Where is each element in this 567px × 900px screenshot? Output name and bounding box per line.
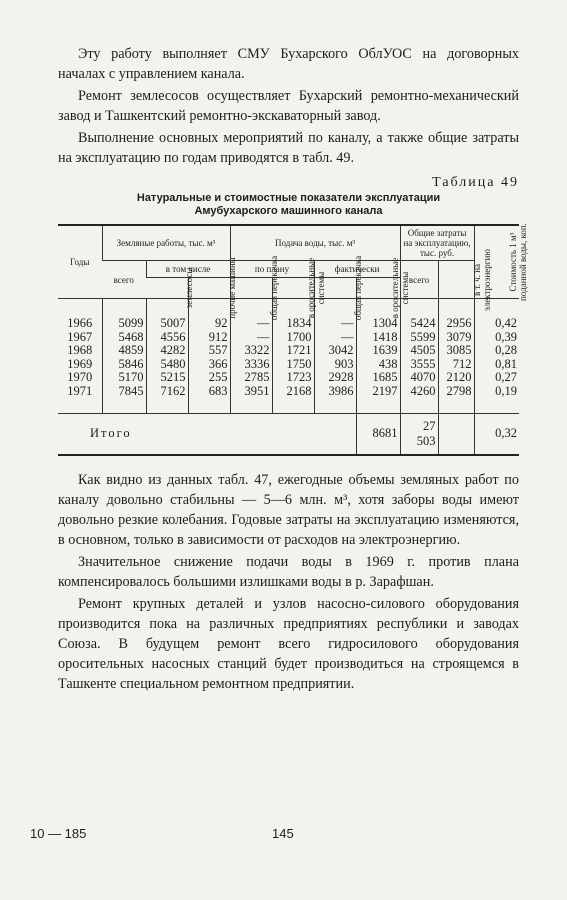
table-cell: — <box>314 331 356 345</box>
table-cell: 2785 <box>230 371 272 385</box>
table-cell: 712 <box>438 358 474 372</box>
table-cell: 1971 <box>67 383 93 398</box>
table-row <box>58 358 519 372</box>
table-cell: 2928 <box>314 371 356 385</box>
table-cell: 438 <box>356 358 400 372</box>
table-cell: 7162 <box>146 385 188 413</box>
table-cell: 4260 <box>400 385 438 413</box>
table-row <box>58 331 519 345</box>
table-cell: 1723 <box>272 371 314 385</box>
paragraph: Эту работу выполняет СМУ Бухарского ОблУОС на договорных началах с управлением канала. <box>58 46 519 82</box>
table-cell: 5599 <box>400 331 438 345</box>
table-cell: 557 <box>188 344 230 358</box>
table-cell: 0,19 <box>474 385 519 413</box>
table-cell: 5424 <box>400 299 438 331</box>
header-costs: Общие затраты на эксплуатацию, тыс. руб. <box>400 225 474 261</box>
table-cell: 1966 <box>67 316 93 330</box>
table-cell: 5468 <box>102 331 146 345</box>
paragraph: Значительное снижение подачи воды в 1969 г. против плана компенсировалось большими излишками воды в р. Зарафшан. <box>58 553 519 590</box>
total-electro <box>438 413 474 455</box>
total-irrig-actual: 8681 <box>356 413 400 455</box>
table-cell: 5480 <box>146 358 188 372</box>
header-unit-cost-text: Стоимость 1 м³ поданной воды, коп. <box>507 223 528 301</box>
table-cell: 0,39 <box>474 331 519 345</box>
table-cell: 2120 <box>438 371 474 385</box>
header-plan-total-text: общая перекачка <box>268 255 279 321</box>
table-cell: 1968 <box>67 343 93 358</box>
table-cell: 3336 <box>230 358 272 372</box>
header-electro <box>438 248 492 311</box>
header-actual-total-text: общая перекачка <box>352 255 363 321</box>
table-cell: 1418 <box>356 331 400 345</box>
table-cell: 0,42 <box>474 299 519 331</box>
table-cell: 903 <box>314 358 356 372</box>
table-title-line: Амубухарского машинного канала <box>194 205 383 217</box>
table-cell: 5007 <box>146 299 188 331</box>
table-cell: 4070 <box>400 371 438 385</box>
header-other-text: прочие машины <box>226 257 237 319</box>
total-costs: 27 503 <box>400 413 438 455</box>
page-body <box>58 44 528 694</box>
header-actual: фактически <box>314 261 400 278</box>
table-cell: 4556 <box>146 331 188 345</box>
paragraph: Выполнение основных мероприятий по каналу, а также общие затраты на эксплуатацию по годам приводятся в табл. 49. <box>58 130 519 166</box>
table-cell: 3085 <box>438 344 474 358</box>
header-incl: в том числе <box>146 261 230 278</box>
table-row <box>58 371 519 385</box>
table-cell: 1969 <box>67 356 93 371</box>
table-cell: — <box>230 331 272 345</box>
table-cell: 1721 <box>272 344 314 358</box>
table-cell: 5846 <box>102 358 146 372</box>
table-cell: 1834 <box>272 299 314 331</box>
table-cell: 255 <box>188 371 230 385</box>
table-cell: 92 <box>188 299 230 331</box>
header-years: Годы <box>58 225 102 299</box>
paragraph: Как видно из данных табл. 47, ежегодные объемы земляных работ по каналу довольно стабильны — 5—6 млн. м³, хотя заборы воды имеют довольно резкие колебания. Годовые затраты на эксплуатацию изменяются, в основном, только в зависимости от расходов на электроэнергию. <box>58 471 519 548</box>
header-dredgers-text: землесосы <box>184 267 194 309</box>
table-cell: — <box>230 299 272 331</box>
table-cell: 0,81 <box>474 358 519 372</box>
table-cell: 1750 <box>272 358 314 372</box>
header-earthworks: Земляные работы, тыс. м³ <box>102 225 230 261</box>
table-cell: 5170 <box>102 371 146 385</box>
table-cell: 683 <box>188 385 230 413</box>
header-earth-total: всего <box>102 261 146 299</box>
table-cell: 2168 <box>272 385 314 413</box>
table-cell: 1304 <box>356 299 400 331</box>
page-number: 145 <box>272 826 294 841</box>
table-cell: 1685 <box>356 371 400 385</box>
header-plan: по плану <box>230 261 314 278</box>
table-cell: 1700 <box>272 331 314 345</box>
table-cell: 3322 <box>230 344 272 358</box>
table-cell: 2956 <box>438 299 474 331</box>
table-title-line: Натуральные и стоимостные показатели эксплуатации <box>136 192 441 204</box>
table-cell: 3555 <box>400 358 438 372</box>
table-cell: 3986 <box>314 385 356 413</box>
table-cell: 0,28 <box>474 344 519 358</box>
table-cell: 4859 <box>102 344 146 358</box>
data-table <box>58 223 528 456</box>
total-label: Итого <box>58 413 356 455</box>
table-row <box>58 299 519 331</box>
paragraph: Ремонт землесосов осуществляет Бухарский ремонтно-механический завод и Ташкентский ремонтно-экскаваторный завод. <box>58 88 519 124</box>
table-cell: — <box>314 299 356 331</box>
table-cell: 912 <box>188 331 230 345</box>
signature-mark: 10 — 185 <box>30 826 87 841</box>
table-cell: 1639 <box>356 344 400 358</box>
table-row <box>58 385 519 413</box>
table-cell: 1967 <box>67 329 93 344</box>
header-costs-total: всего <box>400 261 438 299</box>
table-cell: 5215 <box>146 371 188 385</box>
table-number: Таблица 49 <box>432 175 519 190</box>
header-water-supply: Подача воды, тыс. м³ <box>230 225 400 261</box>
table-cell: 2197 <box>356 385 400 413</box>
table-title <box>58 192 519 218</box>
total-row <box>58 413 519 455</box>
table-cell: 366 <box>188 358 230 372</box>
table-cell: 3079 <box>438 331 474 345</box>
table-cell: 3042 <box>314 344 356 358</box>
table-cell: 0,27 <box>474 371 519 385</box>
table-body <box>58 299 519 414</box>
paragraph: Ремонт крупных деталей и узлов насосно-силового оборудования производится пока на различных предприятиях республики и заводах Союза. В будущем ремонт всего гидросилового оборудования оросительных насосных станций будет производиться на строящемся в Ташкенте специальном ремонтном предприятии. <box>58 595 519 692</box>
table-cell: 4505 <box>400 344 438 358</box>
header-dredgers <box>146 267 194 309</box>
table-cell: 4282 <box>146 344 188 358</box>
table-row <box>58 344 519 358</box>
header-plan-irrig-text: в оросительные системы <box>305 257 326 319</box>
table-cell: 3951 <box>230 385 272 413</box>
header-actual-irrig-text: в оросительные системы <box>389 257 410 319</box>
header-electro-text: в т. ч. на электроэнергию <box>471 248 492 311</box>
table-cell: 7845 <box>102 385 146 413</box>
total-unit-cost: 0,32 <box>474 413 519 455</box>
table-cell: 5099 <box>102 299 146 331</box>
table-cell: 1970 <box>67 370 93 385</box>
table-cell: 2798 <box>438 385 474 413</box>
